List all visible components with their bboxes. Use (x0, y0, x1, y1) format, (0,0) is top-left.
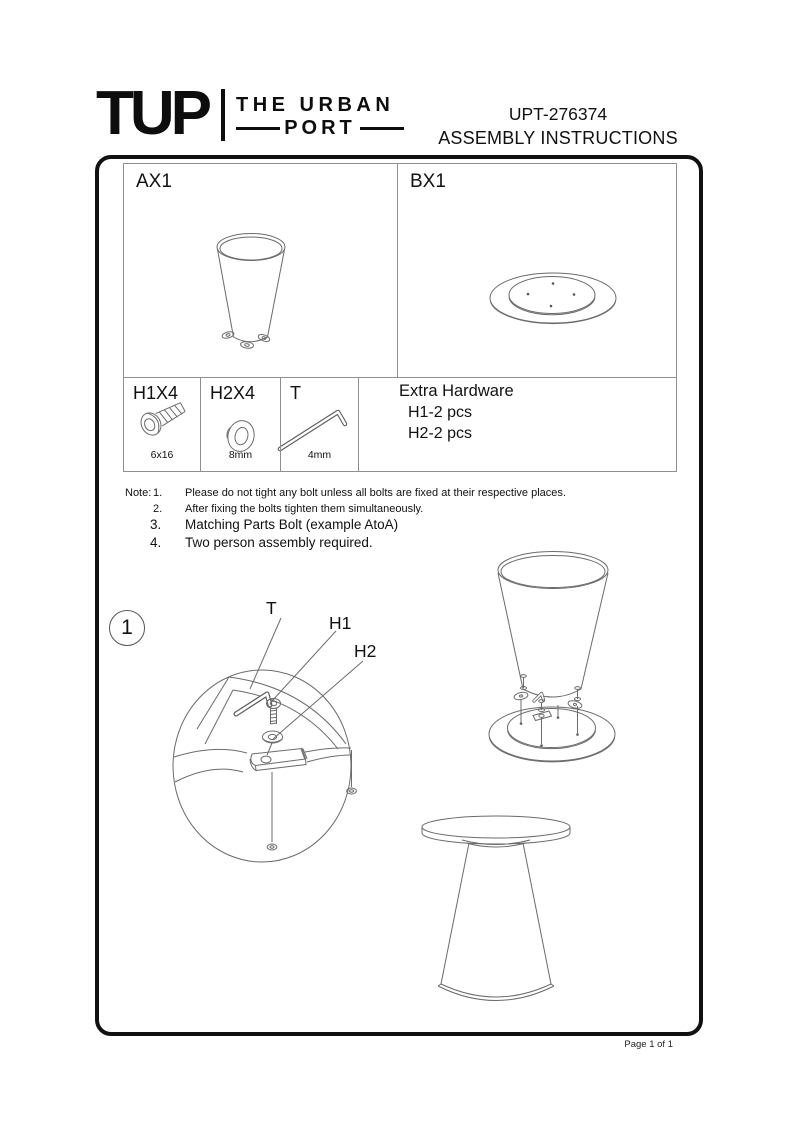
hardware-cell-h1 (123, 377, 201, 472)
hardware-h2-size: 8mm (228, 449, 253, 461)
part-b-cell (397, 163, 677, 378)
extra-hardware-h1: H1-2 pcs (408, 404, 473, 421)
note-3-text: Matching Parts Bolt (example AtoA) (185, 517, 399, 532)
callout-h1-label: H1 (329, 613, 352, 633)
hardware-h1-size: 6x16 (150, 449, 174, 461)
callout-t-label: T (266, 598, 277, 618)
hardware-h1-label: H1X4 (133, 383, 179, 403)
part-b-label: BX1 (410, 171, 446, 192)
notes-heading: Note: (125, 487, 152, 499)
extra-hardware-h2: H2-2 pcs (408, 425, 473, 442)
logo-brand-name: THE URBAN (236, 94, 395, 116)
hardware-t-label: T (290, 383, 301, 403)
logo-divider (221, 89, 225, 141)
note-1-number: 1. (153, 487, 163, 499)
logo-brand-name-2: PORT (284, 117, 356, 139)
note-4-number: 4. (150, 535, 162, 550)
note-4-text: Two person assembly required. (185, 535, 373, 550)
hardware-cell-t (280, 377, 359, 472)
logo-dash-left (236, 127, 280, 129)
note-2-text: After fixing the bolts tighten them simultaneously. (185, 503, 424, 515)
model-number: UPT-276374 (508, 104, 608, 124)
note-2-number: 2. (153, 503, 163, 515)
extra-hardware-title: Extra Hardware (399, 382, 514, 400)
hardware-t-size: 4mm (307, 449, 332, 461)
step-number-badge (109, 610, 145, 646)
step-number: 1 (121, 616, 133, 639)
note-1-text: Please do not tight any bolt unless all bolts are fixed at their respective places. (185, 487, 566, 499)
page-title: ASSEMBLY INSTRUCTIONS (438, 128, 678, 148)
logo-dash-right (360, 127, 404, 129)
title-block (430, 104, 686, 149)
logo-mark: TUP (96, 79, 208, 148)
part-a-label: AX1 (136, 171, 172, 192)
extra-hardware-cell (358, 377, 677, 472)
hardware-cell-h2 (200, 377, 281, 472)
hardware-h2-label: H2X4 (210, 383, 256, 403)
logo-port-row (236, 117, 404, 140)
note-3-number: 3. (150, 517, 162, 532)
callout-h2-label: H2 (354, 641, 377, 661)
page-number: Page 1 of 1 (624, 1039, 673, 1050)
part-a-cell (123, 163, 398, 378)
